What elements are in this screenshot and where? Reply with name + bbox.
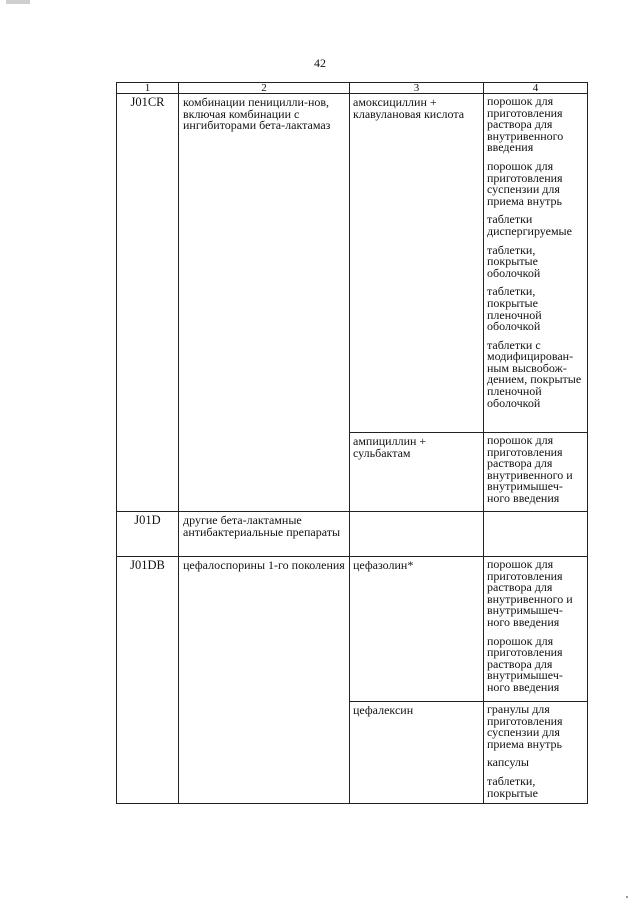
dosage-form: порошок для приготовления раствора для внутривенного и внутримышеч-ного введения [487,557,573,629]
dosage-form: порошок для приготовления раствора для внутривенного и внутримышеч-ного введения [487,433,573,505]
drug-list [350,94,587,511]
drug-name [350,512,484,556]
drug-name: амоксициллин + клавулановая кислота [350,94,484,432]
dosage-form: гранулы для приготовления суспензии для приема внутрь [487,702,563,751]
drug-row [350,557,587,702]
dosage-form: порошок для приготовления раствора для внутривенного введения [487,94,564,155]
group-description: другие бета-лактамные антибактериальные препараты [179,512,350,556]
table-header-row [117,83,587,94]
dosage-forms [484,702,587,803]
page-number: 42 [314,56,326,70]
dosage-form: таблетки, покрытые пленочной оболочкой [487,284,542,334]
drug-row [350,94,587,433]
atc-code: J01DB [117,557,179,803]
drug-name: цефазолин* [350,557,484,701]
table-row [117,512,587,557]
atc-code: J01CR [117,94,179,511]
dosage-form: капсулы [487,755,529,770]
group-description: комбинации пеницилли-нов, включая комбинации с ингибиторами бета-лактамаз [179,94,350,511]
group-description: цефалоспорины 1-го поколения [179,557,350,803]
column-header: 3 [350,83,484,93]
scan-artifact [6,0,30,4]
dosage-form: порошок для приготовления суспензии для приема внутрь [487,158,563,208]
dosage-form [484,512,587,517]
drug-list [350,557,587,803]
drug-row [350,512,587,556]
dosage-forms [484,433,587,511]
table-row [117,557,587,803]
dosage-forms [484,94,587,432]
drug-name: ампициллин + сульбактам [350,433,484,511]
dosage-form: таблетки, покрытые оболочкой [487,242,541,280]
column-header: 2 [179,83,350,93]
atc-code: J01D [117,512,179,556]
dosage-form: таблетки, покрытые [487,773,538,800]
dosage-form: порошок для приготовления раствора для внутримышеч-ного введения [487,633,563,694]
column-header: 1 [117,83,179,93]
drug-name: цефалексин [350,702,484,803]
dosage-form: таблетки с модифицирован-ным высвобож-дением, покрытые пленочной оболочкой [487,337,582,410]
drug-list [350,512,587,556]
dosage-forms [484,512,587,556]
drug-row [350,433,587,511]
scan-artifact [626,896,628,898]
drug-table [116,82,588,804]
dosage-forms [484,557,587,701]
column-header: 4 [532,82,539,94]
dosage-form: таблетки диспергируемые [487,212,572,238]
table-row [117,94,587,512]
drug-row [350,702,587,803]
